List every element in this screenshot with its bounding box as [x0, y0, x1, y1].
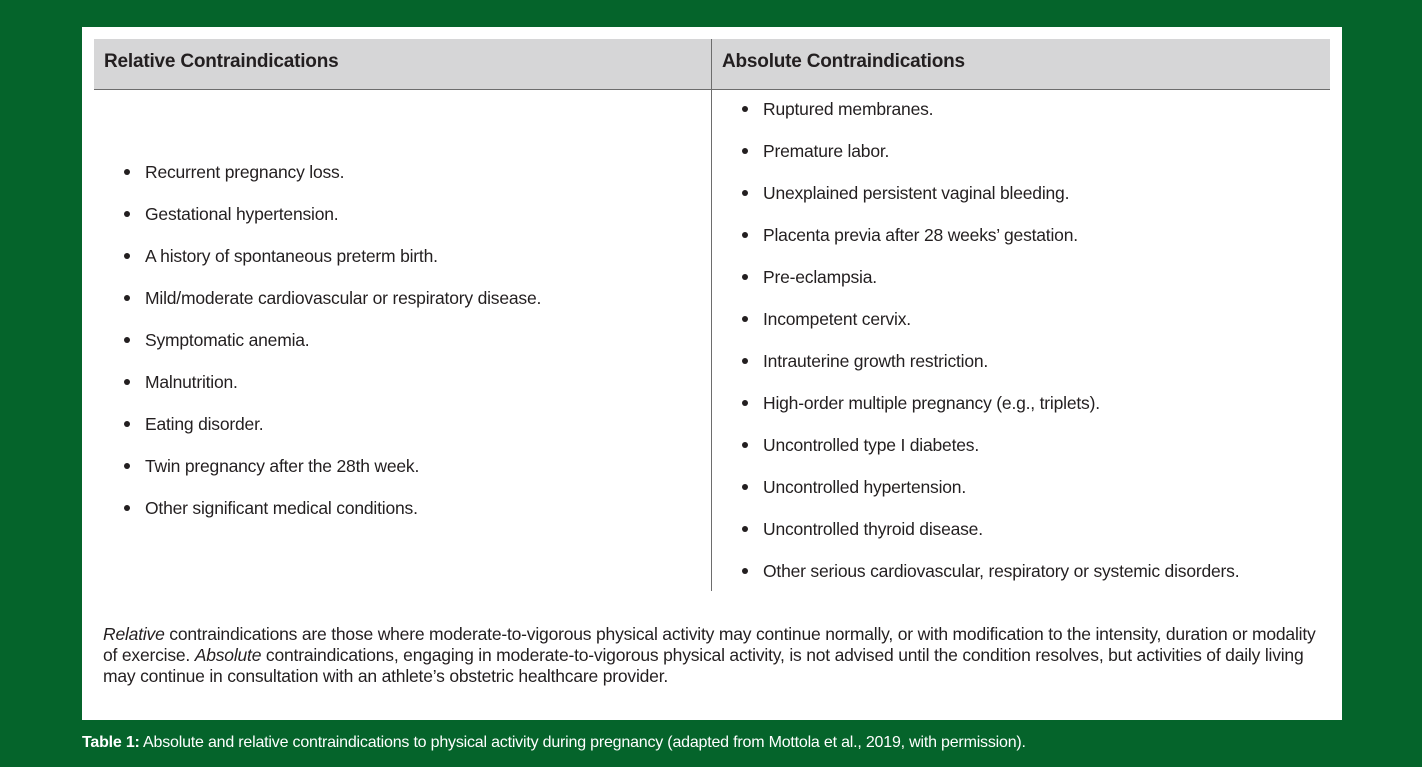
- list-item: A history of spontaneous preterm birth.: [124, 244, 541, 286]
- note-relative-term: Relative: [103, 624, 165, 644]
- list-item: Malnutrition.: [124, 370, 541, 412]
- list-item: Pre-eclampsia.: [742, 265, 1239, 307]
- list-item: Incompetent cervix.: [742, 307, 1239, 349]
- table-panel: [82, 27, 1342, 720]
- list-item: Uncontrolled hypertension.: [742, 475, 1239, 517]
- caption-label: Table 1:: [82, 734, 140, 751]
- table-caption: [82, 732, 1026, 754]
- table-footnote: [103, 624, 1323, 687]
- list-item: Premature labor.: [742, 139, 1239, 181]
- list-item: Twin pregnancy after the 28th week.: [124, 454, 541, 496]
- list-item: Recurrent pregnancy loss.: [124, 160, 541, 202]
- list-item: Gestational hypertension.: [124, 202, 541, 244]
- list-item: High-order multiple pregnancy (e.g., triplets).: [742, 391, 1239, 433]
- list-item: Mild/moderate cardiovascular or respiratory disease.: [124, 286, 541, 328]
- note-relative-text: contraindications are those where moderate-to-vigorous physical activity may continue normally, or with modification to the intensity, duration or modality of exercise.: [103, 624, 1316, 665]
- list-item: Eating disorder.: [124, 412, 541, 454]
- header-absolute: Absolute Contraindications: [722, 51, 965, 72]
- relative-list: [124, 160, 541, 538]
- list-item: Uncontrolled thyroid disease.: [742, 517, 1239, 559]
- list-item: Unexplained persistent vaginal bleeding.: [742, 181, 1239, 223]
- list-item: Other significant medical conditions.: [124, 496, 541, 538]
- list-item: Placenta previa after 28 weeks’ gestation.: [742, 223, 1239, 265]
- list-item: Uncontrolled type I diabetes.: [742, 433, 1239, 475]
- note-absolute-text: contraindications, engaging in moderate-to-vigorous physical activity, is not advised until the condition resolves, but activities of daily living may continue in consultation with an athlete’s obstetric healthcare provider.: [103, 645, 1304, 686]
- list-item: Ruptured membranes.: [742, 97, 1239, 139]
- note-absolute-term: Absolute: [194, 645, 262, 665]
- list-item: Symptomatic anemia.: [124, 328, 541, 370]
- column-divider: [711, 39, 712, 591]
- list-item: Other serious cardiovascular, respiratory or systemic disorders.: [742, 559, 1239, 601]
- absolute-list: [742, 97, 1239, 601]
- list-item: Intrauterine growth restriction.: [742, 349, 1239, 391]
- table-header: [94, 39, 1330, 90]
- caption-text: Absolute and relative contraindications to physical activity during pregnancy (adapted from Mottola et al., 2019, with permission).: [139, 734, 1026, 751]
- header-relative: Relative Contraindications: [104, 51, 339, 72]
